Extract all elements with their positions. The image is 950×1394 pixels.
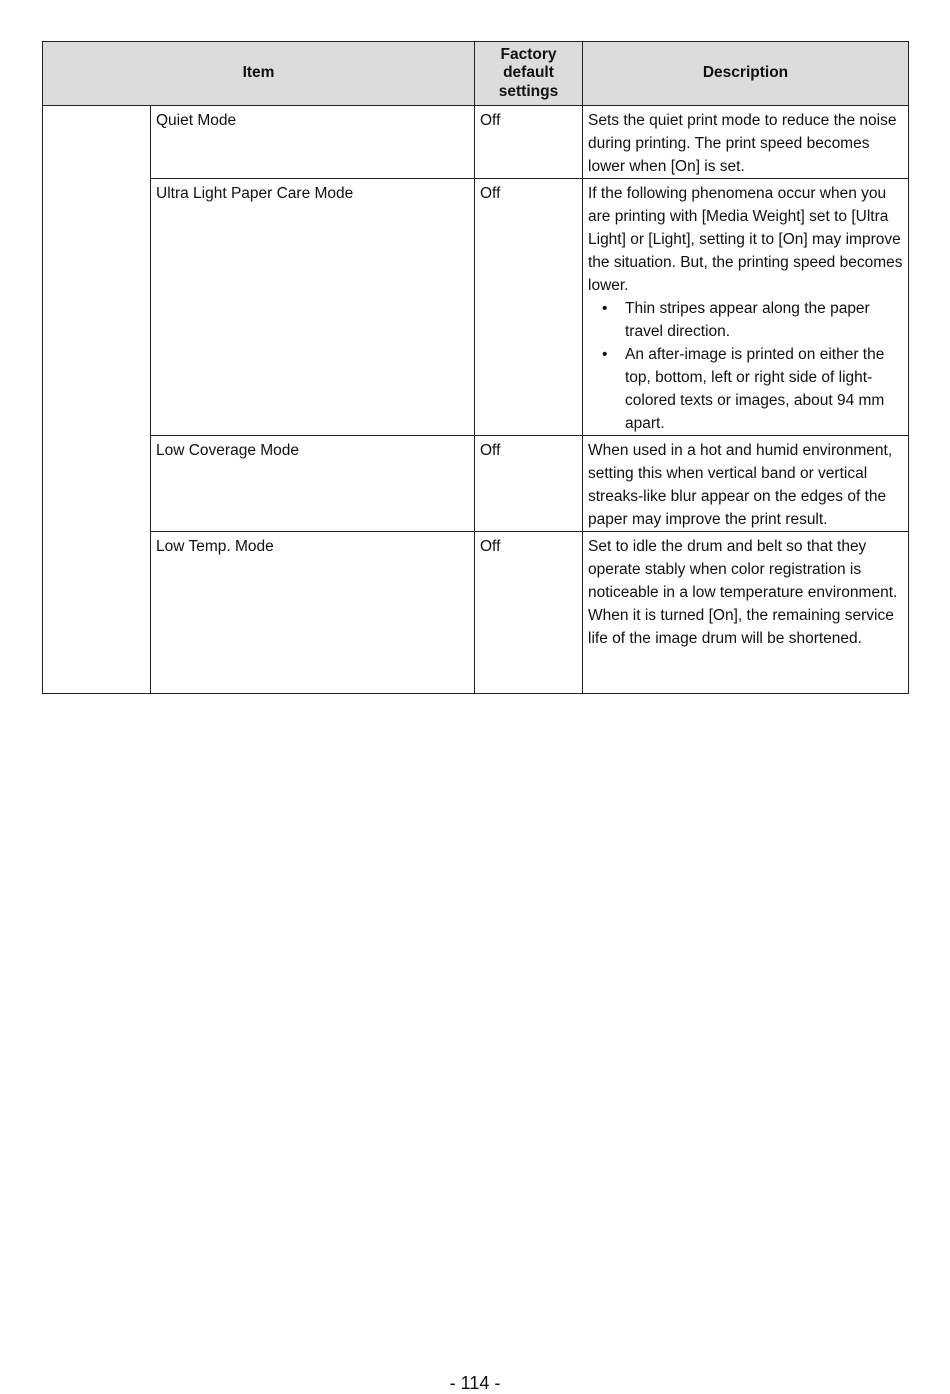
settings-table: [42, 41, 909, 694]
header-factory-default: Factory default settings: [475, 42, 583, 106]
list-item: [588, 343, 903, 435]
description-text: When used in a hot and humid environment, setting this when vertical band or vertical streaks-like blur appear on the edges of the paper may improve the print result.: [588, 442, 893, 528]
description-text-note: When it is turned [On], the remaining service life of the image drum will be shortened.: [588, 607, 894, 647]
bullet-glyph: •: [602, 300, 608, 317]
description-cell: [583, 436, 909, 532]
default-value: Off: [475, 179, 583, 436]
description-text: Sets the quiet print mode to reduce the noise during printing. The print speed becomes lower when [On] is set.: [588, 112, 897, 175]
description-cell: [583, 179, 909, 436]
item-name: Ultra Light Paper Care Mode: [151, 179, 475, 436]
item-name: Low Temp. Mode: [151, 532, 475, 694]
group-cell: [43, 106, 151, 694]
item-name: Low Coverage Mode: [151, 436, 475, 532]
description-cell: [583, 532, 909, 694]
table-row: [43, 106, 909, 179]
table-row: [43, 436, 909, 532]
list-item-text: An after-image is printed on either the top, bottom, left or right side of light-colored texts or images, about 94 mm apart.: [625, 346, 885, 432]
item-name: Quiet Mode: [151, 106, 475, 179]
table-row: [43, 532, 909, 694]
default-value: Off: [475, 436, 583, 532]
list-item: [588, 297, 903, 343]
list-item-text: Thin stripes appear along the paper travel direction.: [625, 300, 870, 340]
default-value: Off: [475, 532, 583, 694]
header-description: Description: [583, 42, 909, 106]
description-text: Set to idle the drum and belt so that they operate stably when color registration is noticeable in a low temperature environment.: [588, 538, 898, 601]
header-item: Item: [43, 42, 475, 106]
default-value: Off: [475, 106, 583, 179]
bullet-glyph: •: [602, 346, 608, 363]
description-text: If the following phenomena occur when you are printing with [Media Weight] set to [Ultra Light] or [Light], setting it to [On] may improve the situation. But, the printing speed becomes lower.: [588, 185, 903, 294]
page-number: - 114 -: [449, 1373, 501, 1393]
table-row: [43, 179, 909, 436]
description-cell: [583, 106, 909, 179]
phenomena-list: [588, 297, 903, 435]
